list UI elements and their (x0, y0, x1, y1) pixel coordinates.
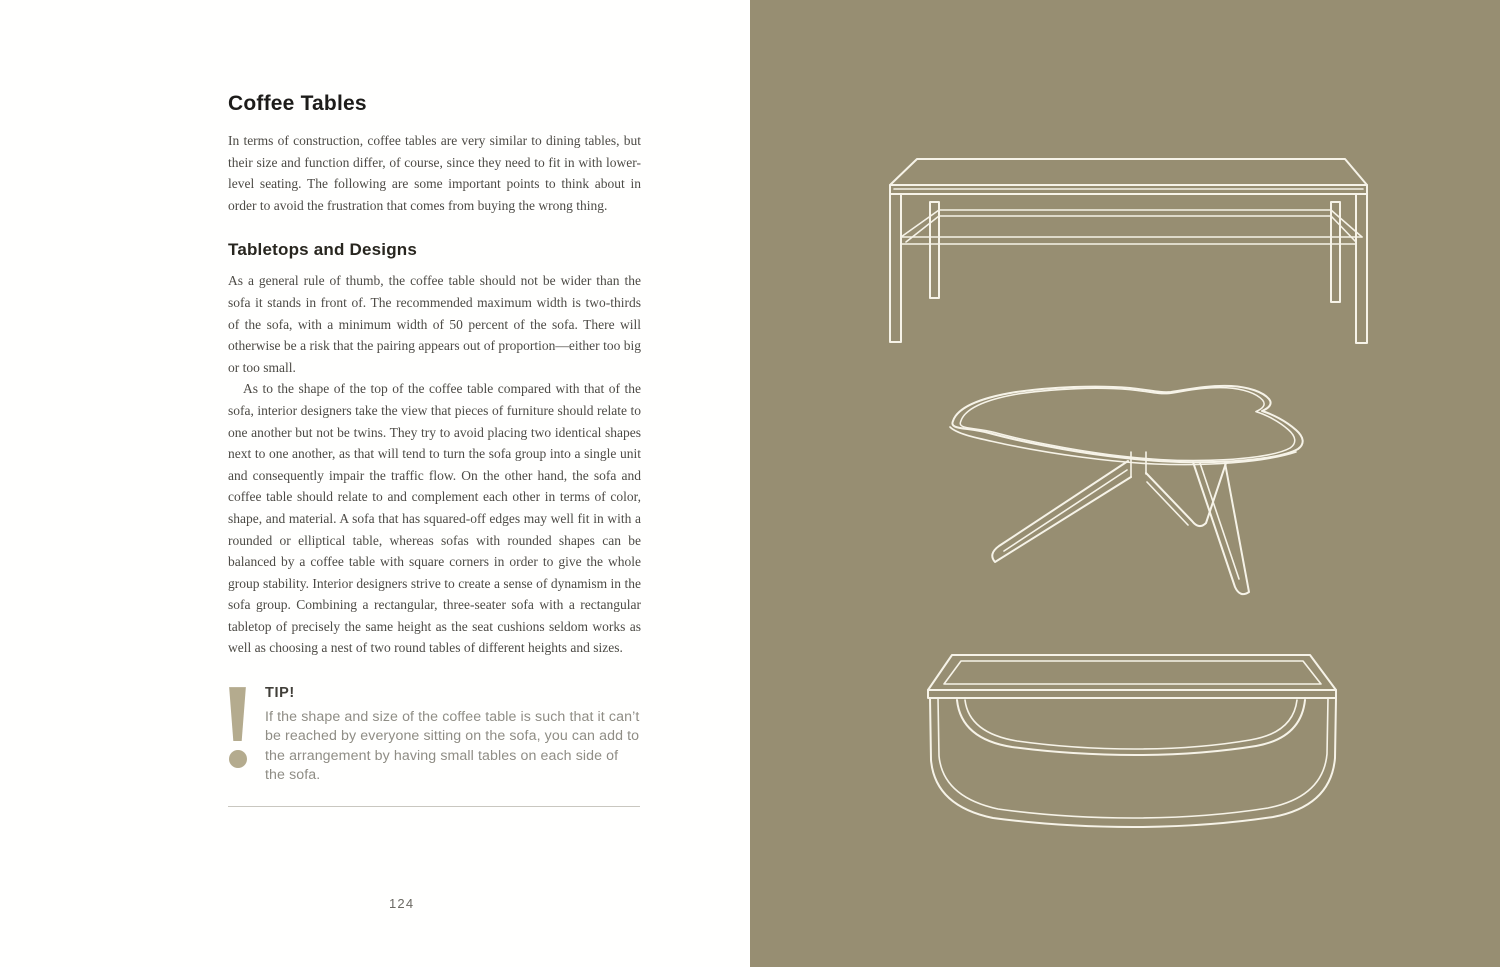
illustration-panel (750, 0, 1500, 967)
page-number: 124 (389, 896, 415, 911)
footer-divider (228, 806, 640, 807)
rectangular-coffee-table-illustration (890, 159, 1367, 343)
tip-box (228, 685, 642, 786)
intro-paragraph: In terms of construction, coffee tables are very similar to dining tables, but their size and function differ, of course, since they need to fit in with lower-level seating. The following are some important points to think about in order to avoid the frustration that comes from buying the wrong thing. (228, 133, 641, 213)
curved-base-coffee-table-illustration (928, 655, 1336, 827)
exclamation-icon (228, 685, 265, 786)
section-heading: Tabletops and Designs (228, 240, 418, 260)
tip-content (265, 685, 642, 786)
tip-body-text: If the shape and size of the coffee table is such that it can’t be reached by everyone sitting on the sofa, you can add to the arrangement by having small tables on each side of the sofa. (265, 709, 640, 784)
page-title: Coffee Tables (228, 92, 367, 115)
exclamation-bar (228, 687, 247, 741)
tip-heading: TIP! (265, 685, 295, 702)
organic-coffee-table-illustration (950, 386, 1303, 594)
coffee-table-illustrations (750, 0, 1500, 967)
body-paragraph-1: As a general rule of thumb, the coffee table should not be wider than the sofa it stands in front of. The recommended maximum width is two-thirds of the sofa, with a minimum width of 50 percent of the sofa. There will otherwise be a risk that the pairing appears out of proportion—either too big or too small. (228, 273, 641, 375)
exclamation-dot (229, 750, 247, 768)
text-column (228, 92, 641, 807)
body-paragraph-2: As to the shape of the top of the coffee table compared with that of the sofa, interior designers take the view that pieces of furniture should relate to one another but not be twins. They try to avoid placing two identical shapes next to one another, as that will tend to turn the sofa group into a single unit and consequently impair the traffic flow. On the other hand, the sofa and coffee table should relate to and complement each other in terms of color, shape, and material. A sofa that has squared-off edges may well fit in with a rounded or elliptical table, whereas sofas with rounded shapes can be balanced by a coffee table with square corners in order to give the whole group stability. Interior designers strive to create a sense of dynamism in the sofa group. Combining a rectangular, three-seater sofa with a rectangular tabletop of precisely the same height as the seat cushions seldom works as well as choosing a nest of two round tables of different heights and sizes. (228, 381, 641, 656)
